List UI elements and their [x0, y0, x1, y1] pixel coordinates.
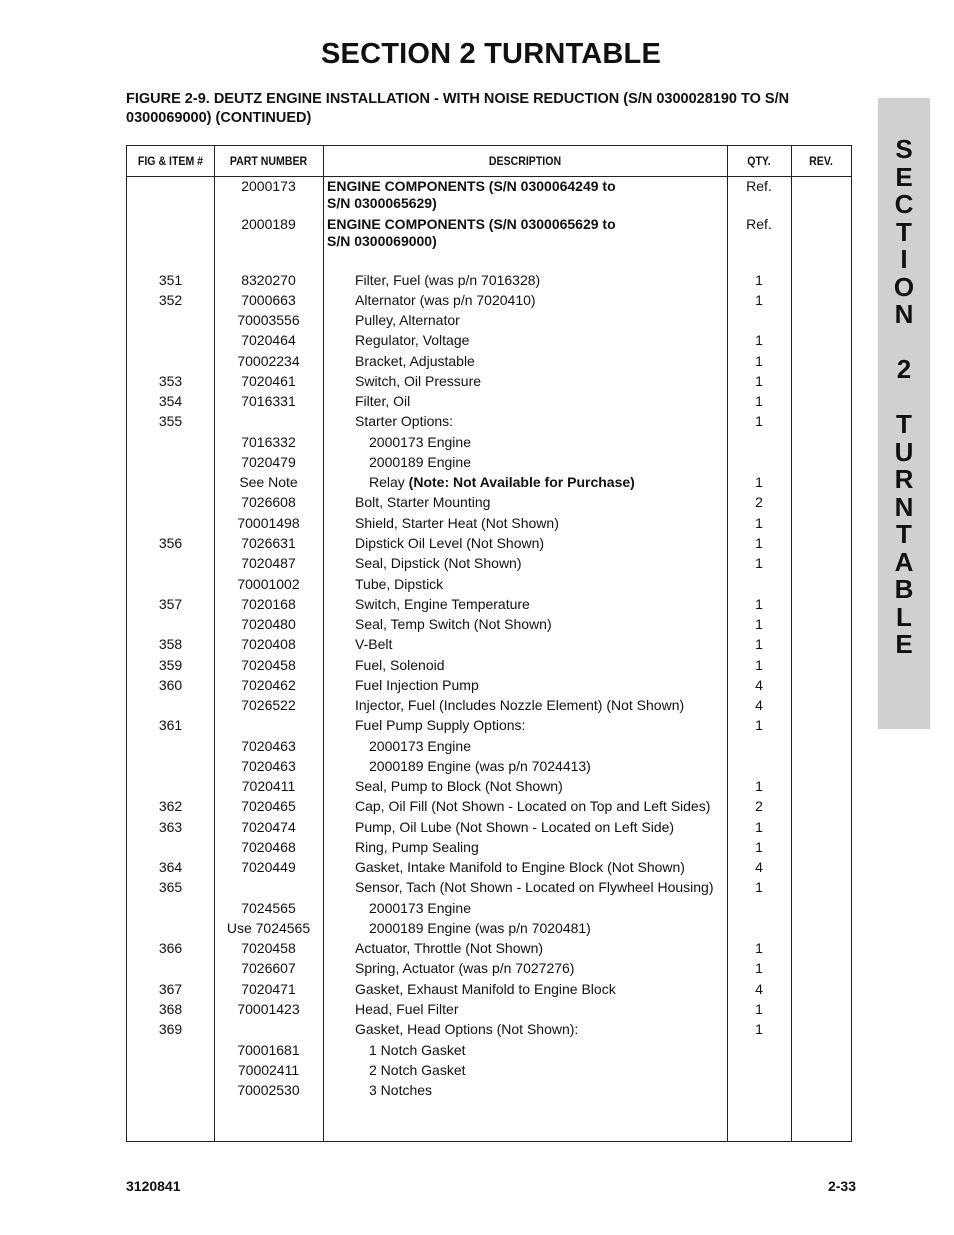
- part-number-cell: 7020411: [241, 778, 296, 794]
- table-row: [127, 655, 851, 675]
- col-header-qty: QTY.: [747, 154, 771, 168]
- table-row: [127, 533, 851, 553]
- qty-cell: 4: [755, 677, 763, 693]
- description-text: 2000189 Engine (was p/n 7024413): [369, 758, 591, 774]
- description-cell: [355, 958, 745, 978]
- description-text: 2000189 Engine: [369, 454, 471, 470]
- part-number-cell: See Note: [239, 474, 298, 490]
- part-number-cell: 70003556: [237, 312, 300, 328]
- description-text: S/N 0300069000): [327, 233, 437, 249]
- side-tab-letter: L: [896, 601, 912, 632]
- description-cell: [355, 999, 745, 1019]
- description-text: Starter Options:: [355, 413, 454, 429]
- description-cell: [355, 310, 745, 330]
- description-cell: [355, 715, 745, 735]
- fig-item-cell: 369: [158, 1021, 183, 1037]
- table-row: [127, 270, 851, 290]
- description-text: Seal, Pump to Block (Not Shown): [355, 778, 563, 794]
- table-row: [127, 999, 851, 1019]
- description-cell: [355, 574, 745, 594]
- qty-cell: 4: [755, 981, 763, 997]
- qty-cell: 1: [755, 940, 763, 956]
- side-tab-letter: I: [900, 244, 908, 274]
- description-cell: [355, 634, 745, 654]
- side-tab-letter: U: [894, 436, 914, 467]
- description-cell: [355, 776, 745, 796]
- qty-cell: 1: [755, 778, 763, 794]
- description-text: 3 Notches: [369, 1082, 433, 1098]
- part-number-cell: 7024565: [241, 900, 296, 916]
- description-cell: [355, 614, 745, 634]
- fig-item-cell: 355: [158, 413, 183, 429]
- table-row: [127, 492, 851, 512]
- table-row: [127, 776, 851, 796]
- description-cell: [355, 411, 745, 431]
- table-row: [127, 432, 851, 452]
- description-text: ENGINE COMPONENTS (S/N 0300065629 to: [327, 216, 616, 232]
- qty-cell: 1: [755, 879, 763, 895]
- description-cell: [369, 1040, 759, 1060]
- fig-item-cell: 361: [158, 717, 183, 733]
- side-tab-letter: S: [895, 134, 913, 164]
- table-row: [127, 1060, 851, 1080]
- qty-cell: 4: [755, 697, 763, 713]
- part-number-cell: 7026522: [241, 697, 296, 713]
- table-row: [127, 715, 851, 735]
- description-cell: [355, 857, 745, 877]
- fig-item-cell: 358: [158, 636, 183, 652]
- fig-item-cell: 360: [158, 677, 183, 693]
- description-text: Seal, Dipstick (Not Shown): [355, 555, 522, 571]
- table-row: [127, 918, 851, 938]
- side-tab-letter: T: [896, 519, 912, 549]
- part-number-cell: 7020464: [241, 332, 296, 348]
- side-tab-letter: T: [896, 409, 912, 439]
- description-cell: [355, 796, 745, 816]
- part-number-cell: 7020465: [241, 798, 296, 814]
- table-row: [127, 817, 851, 837]
- side-tab-letters: [878, 136, 930, 659]
- fig-item-cell: 359: [158, 657, 183, 673]
- description-cell: [369, 432, 759, 452]
- fig-item-cell: 366: [158, 940, 183, 956]
- fig-item-cell: 352: [158, 292, 183, 308]
- table-row: [127, 898, 851, 918]
- description-cell: [355, 1019, 745, 1039]
- description-cell: [355, 938, 745, 958]
- part-number-cell: Use 7024565: [226, 920, 311, 936]
- table-row: [127, 675, 851, 695]
- side-tab-letter: 2: [896, 354, 912, 384]
- description-text: Shield, Starter Heat (Not Shown): [355, 515, 559, 531]
- fig-item-cell: 364: [158, 859, 183, 875]
- table-row: [127, 958, 851, 978]
- description-cell: [355, 492, 745, 512]
- part-number-cell: 7016331: [241, 393, 296, 409]
- description-cell: [369, 1060, 759, 1080]
- col-header-fig-item: FIG & ITEM #: [137, 154, 204, 168]
- description-cell: [355, 533, 745, 553]
- page-number: 2-33: [827, 1178, 856, 1194]
- description-text: Tube, Dipstick: [355, 576, 444, 592]
- description-cell: [355, 675, 745, 695]
- description-text: 2 Notch Gasket: [369, 1062, 466, 1078]
- description-text: Gasket, Head Options (Not Shown):: [355, 1021, 579, 1037]
- table-row: [127, 351, 851, 371]
- description-text: Injector, Fuel (Includes Nozzle Element) (Not Shown): [355, 697, 685, 713]
- description-cell: [369, 898, 759, 918]
- part-number-cell: 70001681: [237, 1042, 300, 1058]
- fig-item-cell: 367: [158, 981, 183, 997]
- part-number-cell: 7020480: [241, 616, 296, 632]
- table-row: [127, 472, 851, 492]
- side-tab-letter: B: [894, 574, 914, 604]
- qty-cell: 1: [755, 616, 763, 632]
- part-number-cell: 7020462: [241, 677, 296, 693]
- description-cell: [355, 979, 745, 999]
- side-tab-letter: O: [893, 271, 915, 302]
- part-number-cell: 7020408: [241, 636, 296, 652]
- part-number-cell: 8320270: [241, 272, 296, 288]
- table-row: [127, 857, 851, 877]
- qty-cell: 1: [755, 636, 763, 652]
- description-text: Bolt, Starter Mounting: [355, 494, 491, 510]
- part-number-cell: 7020463: [241, 738, 296, 754]
- document-number: 3120841: [126, 1178, 181, 1194]
- side-tab-letter: R: [894, 464, 914, 494]
- description-text: Relay: [369, 474, 405, 490]
- table-row: [127, 1080, 851, 1100]
- part-number-cell: 70002234: [237, 353, 300, 369]
- description-text: 1 Notch Gasket: [369, 1042, 466, 1058]
- description-note: (Note: Not Available for Purchase): [404, 474, 635, 490]
- fig-item-cell: 365: [158, 879, 183, 895]
- part-number-cell: 7020471: [241, 981, 296, 997]
- qty-cell: 1: [755, 717, 763, 733]
- description-text: Bracket, Adjustable: [355, 353, 475, 369]
- table-row: [127, 411, 851, 431]
- description-text: Seal, Temp Switch (Not Shown): [355, 616, 552, 632]
- part-number-cell: 7020449: [241, 859, 296, 875]
- qty-cell: 1: [755, 332, 763, 348]
- description-text: Filter, Fuel (was p/n 7016328): [355, 272, 541, 288]
- table-row: [127, 979, 851, 999]
- parts-table: [126, 145, 852, 1142]
- table-row: [127, 553, 851, 573]
- table-row: [127, 837, 851, 857]
- part-number-cell: 70001498: [237, 515, 300, 531]
- part-number-cell: 7000663: [241, 292, 296, 308]
- description-cell: [355, 351, 745, 371]
- table-row: [127, 371, 851, 391]
- table-row: [127, 634, 851, 654]
- qty-cell: 1: [755, 353, 763, 369]
- table-row: [127, 513, 851, 533]
- section-side-tab: [878, 98, 930, 729]
- qty-cell: 1: [755, 393, 763, 409]
- part-number-cell: 7020461: [241, 373, 296, 389]
- col-header-part-number: PART NUMBER: [229, 154, 308, 168]
- part-number-cell: 7020458: [241, 657, 296, 673]
- part-number-cell: 7020487: [241, 555, 296, 571]
- description-text: 2000173 Engine: [369, 434, 471, 450]
- side-tab-letter: A: [894, 546, 914, 577]
- part-number-cell: 2000189: [241, 216, 296, 232]
- qty-cell: 1: [755, 373, 763, 389]
- part-number-cell: 7026631: [241, 535, 296, 551]
- qty-cell: 1: [755, 535, 763, 551]
- qty-cell: Ref.: [746, 216, 772, 232]
- part-number-cell: 7026608: [241, 494, 296, 510]
- description-text: Gasket, Intake Manifold to Engine Block (Not Shown): [355, 859, 685, 875]
- description-text: Pump, Oil Lube (Not Shown - Located on Left Side): [355, 819, 675, 835]
- description-cell: [355, 594, 745, 614]
- qty-cell: 2: [755, 494, 763, 510]
- description-text: Alternator (was p/n 7020410): [355, 292, 536, 308]
- table-row: [127, 756, 851, 776]
- side-tab-letter: E: [895, 161, 913, 192]
- part-number-cell: 7020458: [241, 940, 296, 956]
- part-number-cell: 7020479: [241, 454, 296, 470]
- table-row: [127, 877, 851, 897]
- table-row: [127, 1040, 851, 1060]
- part-number-cell: 2000173: [241, 178, 296, 194]
- description-text: Fuel Injection Pump: [355, 677, 479, 693]
- side-tab-letter: N: [894, 491, 914, 522]
- description-text: Dipstick Oil Level (Not Shown): [355, 535, 545, 551]
- table-row: [127, 796, 851, 816]
- table-row: [127, 391, 851, 411]
- description-text: S/N 0300065629): [327, 195, 437, 211]
- fig-item-cell: 362: [158, 798, 183, 814]
- description-text: Filter, Oil: [355, 393, 411, 409]
- qty-cell: 4: [755, 859, 763, 875]
- description-text: Regulator, Voltage: [355, 332, 470, 348]
- side-tab-letter: C: [894, 189, 914, 219]
- fig-item-cell: 368: [158, 1001, 183, 1017]
- description-cell: [355, 695, 745, 715]
- description-text: Actuator, Throttle (Not Shown): [355, 940, 544, 956]
- description-cell: [355, 371, 745, 391]
- description-text: Switch, Oil Pressure: [355, 373, 482, 389]
- qty-cell: 1: [755, 555, 763, 571]
- qty-cell: 1: [755, 474, 763, 490]
- qty-cell: 1: [755, 272, 763, 288]
- qty-cell: 1: [755, 596, 763, 612]
- part-number-cell: 7020463: [241, 758, 296, 774]
- qty-cell: 1: [755, 515, 763, 531]
- description-text: Fuel Pump Supply Options:: [355, 717, 526, 733]
- side-tab-letter: [878, 384, 930, 412]
- figure-caption: FIGURE 2-9. DEUTZ ENGINE INSTALLATION - WITH NOISE REDUCTION (S/N 0300028190 TO S/N 0300069000) (CONTINUED): [126, 91, 790, 126]
- description-cell: [369, 736, 759, 756]
- table-row: [127, 330, 851, 350]
- side-tab-letter: T: [896, 216, 912, 247]
- part-number-cell: 7020474: [241, 819, 296, 835]
- table-row: [127, 290, 851, 310]
- side-tab-letter: N: [894, 299, 914, 329]
- fig-item-cell: 357: [158, 596, 183, 612]
- qty-cell: 1: [755, 657, 763, 673]
- part-number-cell: 7020168: [241, 596, 296, 612]
- description-cell: [355, 330, 745, 350]
- description-text: V-Belt: [355, 636, 393, 652]
- col-header-rev: REV.: [809, 154, 833, 168]
- part-number-cell: 7020468: [241, 839, 296, 855]
- fig-item-cell: 354: [158, 393, 183, 409]
- table-row: [127, 231, 851, 251]
- description-cell: [355, 513, 745, 533]
- part-number-cell: 7016332: [241, 434, 296, 450]
- table-row: [127, 452, 851, 472]
- table-row: [127, 310, 851, 330]
- description-cell: [355, 817, 745, 837]
- qty-cell: 1: [755, 960, 763, 976]
- part-number-cell: 70002411: [237, 1062, 300, 1078]
- table-row: [127, 594, 851, 614]
- qty-cell: 1: [755, 839, 763, 855]
- description-cell: [355, 553, 745, 573]
- col-header-description: DESCRIPTION: [488, 154, 562, 168]
- description-text: Pulley, Alternator: [355, 312, 460, 328]
- description-text: Ring, Pump Sealing: [355, 839, 479, 855]
- description-text: Spring, Actuator (was p/n 7027276): [355, 960, 575, 976]
- description-cell: [369, 756, 759, 776]
- description-cell: [355, 391, 745, 411]
- table-row: [127, 938, 851, 958]
- side-tab-letter: E: [895, 629, 913, 659]
- qty-cell: 1: [755, 819, 763, 835]
- fig-item-cell: 353: [158, 373, 183, 389]
- qty-cell: 1: [755, 292, 763, 308]
- description-cell: [327, 193, 717, 213]
- description-cell: [369, 472, 759, 492]
- description-cell: [355, 290, 745, 310]
- qty-cell: 1: [755, 1021, 763, 1037]
- description-cell: [369, 918, 759, 938]
- table-row: [127, 695, 851, 715]
- description-text: Cap, Oil Fill (Not Shown - Located on Top and Left Sides): [355, 798, 711, 814]
- description-text: 2000173 Engine: [369, 738, 471, 754]
- description-text: Gasket, Exhaust Manifold to Engine Block: [355, 981, 616, 997]
- description-cell: [355, 837, 745, 857]
- table-row: [127, 574, 851, 594]
- section-title: SECTION 2 TURNTABLE: [321, 38, 661, 70]
- description-text: 2000173 Engine: [369, 900, 471, 916]
- description-cell: [355, 270, 745, 290]
- description-text: Head, Fuel Filter: [355, 1001, 459, 1017]
- part-number-cell: 7026607: [241, 960, 296, 976]
- part-number-cell: 70001002: [237, 576, 300, 592]
- description-cell: [369, 452, 759, 472]
- fig-item-cell: 363: [158, 819, 183, 835]
- table-row: [127, 736, 851, 756]
- description-cell: [355, 877, 745, 897]
- qty-cell: 1: [755, 1001, 763, 1017]
- side-tab-letter: [878, 329, 930, 357]
- description-text: ENGINE COMPONENTS (S/N 0300064249 to: [327, 178, 616, 194]
- description-cell: [369, 1080, 759, 1100]
- description-text: Switch, Engine Temperature: [355, 596, 530, 612]
- qty-cell: 2: [755, 798, 763, 814]
- qty-cell: Ref.: [746, 178, 772, 194]
- description-text: Sensor, Tach (Not Shown - Located on Flywheel Housing): [355, 879, 714, 895]
- description-text: Fuel, Solenoid: [355, 657, 445, 673]
- table-row: [127, 193, 851, 213]
- qty-cell: 1: [755, 413, 763, 429]
- description-cell: [327, 231, 717, 251]
- table-row: [127, 614, 851, 634]
- table-row: [127, 1019, 851, 1039]
- fig-item-cell: 351: [158, 272, 183, 288]
- part-number-cell: 70001423: [237, 1001, 300, 1017]
- part-number-cell: 70002530: [237, 1082, 300, 1098]
- description-cell: [355, 655, 745, 675]
- description-text: 2000189 Engine (was p/n 7020481): [369, 920, 591, 936]
- fig-item-cell: 356: [158, 535, 183, 551]
